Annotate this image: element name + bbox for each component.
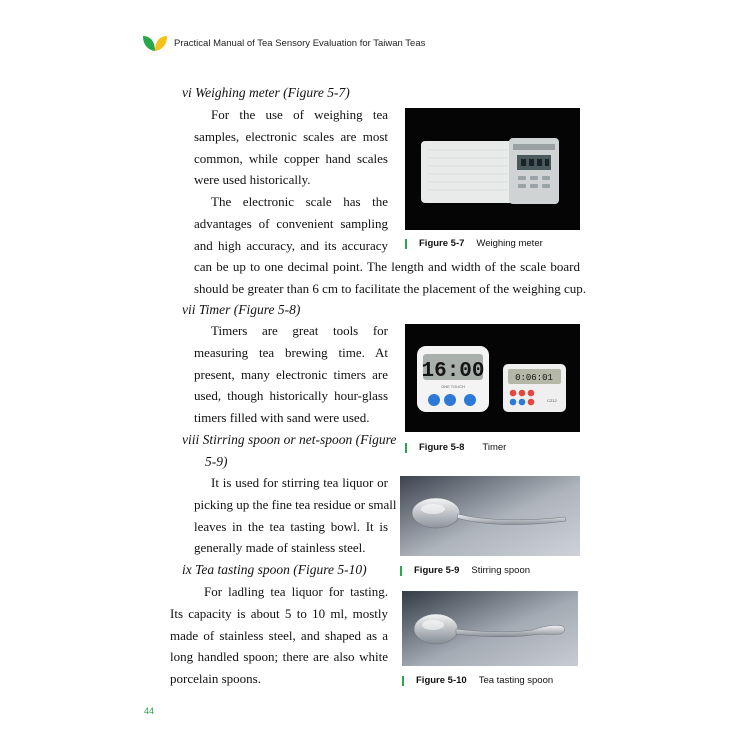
figure-5-9-photo (400, 476, 580, 556)
header-title: Practical Manual of Tea Sensory Evaluation for Taiwan Teas (174, 37, 426, 49)
text-line: samples, electronic scales are most (194, 128, 388, 144)
figure-title: Stirring spoon (471, 565, 531, 576)
text-line: measuring tea brewing time. At (194, 344, 388, 360)
text-line: For ladling tea liquor for tasting. (204, 584, 388, 599)
text-line: generally made of stainless steel. (194, 540, 366, 556)
text-line: It is used for stirring tea liquor or (211, 475, 388, 490)
figure-5-8-caption (405, 442, 506, 453)
figure-5-10-caption (402, 675, 553, 686)
text-line: Its capacity is about 5 to 10 ml, mostly (170, 605, 388, 621)
text-line: were used historically. (194, 172, 311, 188)
text-line: can be up to one decimal point. The length and width of the scale board (194, 259, 580, 274)
page-header (142, 33, 425, 53)
paragraph-tea-tasting-spoon (170, 581, 388, 690)
caption-marker (405, 239, 407, 249)
text-line: Timers are great tools for (211, 323, 388, 338)
heading-weighing-meter: vi Weighing meter (Figure 5-7) (182, 85, 350, 100)
paragraph-timer (194, 320, 388, 429)
paragraph-weighing-meter (194, 104, 388, 257)
text-line: long handled spoon; there are also white (170, 649, 388, 665)
tea-tasting-spoon-image (402, 591, 578, 666)
heading-tea-tasting-spoon: ix Tea tasting spoon (Figure 5-10) (182, 562, 367, 577)
figure-title: Timer (482, 442, 507, 453)
heading-timer: vii Timer (Figure 5-8) (182, 302, 301, 317)
figure-number: Figure 5-9 (414, 565, 460, 576)
figure-5-8-photo (405, 324, 580, 432)
small-timer-label: CZ12 (547, 398, 557, 403)
small-timer-display: 0:06:01 (515, 373, 553, 383)
paragraph-stirring-spoon (194, 472, 397, 559)
page-number: 44 (144, 706, 155, 716)
text-line: should be greater than 6 cm to facilitate the placement of the weighing cup. (194, 280, 587, 296)
text-line: common, while copper hand scales (194, 150, 388, 166)
caption-marker (400, 566, 402, 576)
figure-5-7-photo (405, 108, 580, 230)
heading-stirring-spoon: viii Stirring spoon or net-spoon (Figure (182, 432, 397, 447)
timers-image (405, 324, 580, 432)
text-line: timers filled with sand were used. (194, 410, 370, 426)
text-line: present, many electronic timers are (194, 366, 388, 382)
text-line: picking up the fine tea residue or small (194, 496, 397, 512)
big-timer-label: ONE TOUCH (441, 384, 465, 389)
leaf-logo-icon (142, 34, 168, 52)
text-line: For the use of weighing tea (211, 107, 388, 122)
figure-5-7-caption (405, 238, 543, 249)
stirring-spoon-image (400, 476, 580, 556)
figure-number: Figure 5-10 (416, 675, 467, 686)
caption-marker (405, 443, 407, 453)
figure-title: Tea tasting spoon (478, 675, 554, 686)
heading-stirring-spoon-cont: 5-9) (205, 454, 228, 469)
weighing-scale-image (405, 108, 580, 230)
figure-number: Figure 5-8 (419, 442, 465, 453)
text-line: and high accuracy, and its accuracy (194, 237, 388, 253)
figure-5-9-caption (400, 565, 530, 576)
caption-marker (402, 676, 404, 686)
text-line: made of stainless steel, and shaped as a (170, 627, 388, 643)
text-line: The electronic scale has the (211, 194, 388, 210)
paragraph-weighing-meter-cont (194, 256, 587, 300)
text-line: leaves in the tea tasting bowl. It is (194, 518, 388, 534)
text-line: porcelain spoons. (170, 671, 261, 687)
figure-5-10-photo (402, 591, 578, 666)
text-line: used, though historically hour-glass (194, 388, 388, 404)
text-line: advantages of convenient sampling (194, 215, 388, 231)
big-timer-display: 16:00 (421, 360, 485, 383)
figure-title: Weighing meter (476, 238, 543, 249)
figure-number: Figure 5-7 (419, 238, 465, 249)
